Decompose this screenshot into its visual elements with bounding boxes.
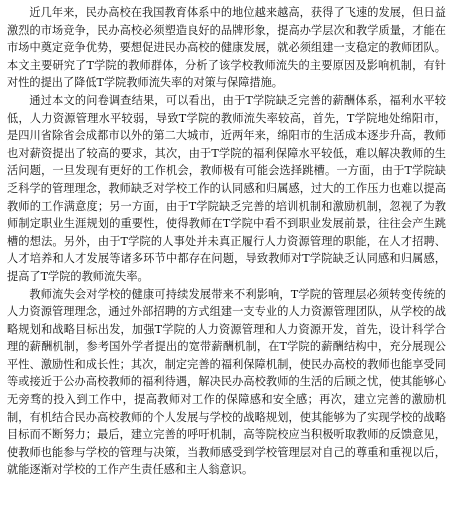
paragraph-findings: 通过本文的问卷调查结果，可以看出，由于T学院缺乏完善的薪酬体系，福利水平较低，人力资源管理水平较弱，导致T学院的教师流失率较高，首先，T学院地处绵阳市，是四川省除省会成都市以外的第二大城市，近两年来，绵阳市的生活成本逐步升高，教师也对薪资提出了较高的要求，其次，由于T学院的福利保障水平较低，难以解决教师的生活问题，一旦发现有更好的工作机会，教师极有可能会选择跳槽。一方面，由于T学院缺乏科学的管理理念，教师缺乏对学校工作的认同感和归属感，过大的工作压力也难以提高教师的工作满意度；另一方面，由于T学院缺乏完善的培训机制和激励机制，忽视了为教师制定职业生涯规划的重要性，使得教师在T学院中看不到职业发展前景，往往会产生跳槽的想法。另外，由于T学院的人事处并未真正履行人力资源管理的职能，在人才招聘、人才培养和人才发展等诸多环节中都存在问题，导致教师对T学院缺乏认同感和归属感，提高了T学院的教师流失率。: [7, 93, 446, 283]
paragraph-recommendations: 教师流失会对学校的健康可持续发展带来不利影响，T学院的管理层必须转变传统的人力资源管理理念，通过外部招聘的方式组建一支专业的人力资源管理团队，从学校的战略规划和战略目标出发，加强T学院的人力资源管理和人力资源开发，首先，设计科学合理的薪酬机制，参考国外学者提出的宽带薪酬机制，在T学院的薪酬结构中，充分展现公平性、激励性和成长性；其次，制定完善的福利保障机制，使民办高校的教师也能享受同等或接近于公办高校教师的福利待遇，解决民办高校教师的生活的后顾之忧，使其能够心无旁骛的投入到工作中，提高教师对工作的保障感和安全感；再次，建立完善的激励机制，有机结合民办高校教师的个人发展与学校的战略规划，使其能够为了实现学校的战略目标而不断努力；最后，建立完善的呼吁机制，高等院校应当积极听取教师的反馈意见，使教师也能参与学校的管理与决策，当教师感受到学校管理层对自己的尊重和重视以后，就能逐渐对学校的工作产生责任感和主人翁意识。: [7, 287, 446, 477]
paragraph-intro: 近几年来，民办高校在我国教育体系中的地位越来越高，获得了飞速的发展，但日益激烈的市场竞争，民办高校必须塑造良好的品牌形象，提高办学层次和教学质量，才能在市场中奠定竞争优势，要想促进民办高校的健康发展，就必须组建一支稳定的教师团队。本文主要研究了T学院的教师群体，分析了该学校教师流失的主要原因及影响机制，有针对性的提出了降低T学院教师流失率的对策与保障措施。: [7, 6, 446, 90]
